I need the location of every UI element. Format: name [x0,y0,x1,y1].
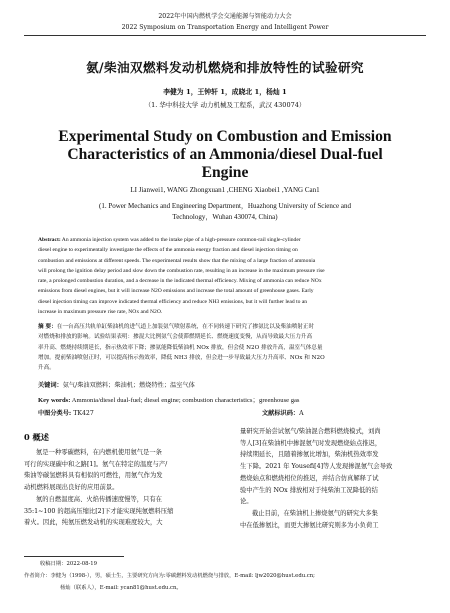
conference-header-cn: 2022年中国内燃机学会交通能源与智能动力大会 [158,13,292,20]
keywords-cn [38,380,195,389]
keywords-en-text: Ammonia/diesel dual-fuel; diesel engine; combustion characteristics；greenhouse gas [71,397,300,404]
english-title-line-3: Engine [201,164,249,181]
keywords-cn-text: 氨气/柴油双燃料；柴油机；燃烧特性；温室气体 [62,382,195,389]
body-line: 持续期延长，且随着掺氨比增加，柴油机热效率发 [240,451,379,459]
abstract-line: increase in maximum pressure rise rate, NOx and N2O. [38,309,163,316]
body-right-column [240,426,426,531]
abstract-cn-line: 对燃烧和排放的影响。试验结果表明：掺混大比例氨气会使滞燃期延长、燃烧速度变慢，从而导致最大压力升高 [38,334,313,341]
document-code-value: A [299,410,304,417]
abstract-line: emissions from diesel engines, but it will increase N2O emissions and increase the total amount of greenhouse gases. Early [38,288,314,295]
abstract-cn-line: 增加。提前柴油喷射正时，可以提高指示热效率，降低 NH3 排放，但会进一步导致最大压力升高率、NOx 和 N2O [38,354,325,361]
english-title-line-1: Experimental Study on Combustion and Emission [58,128,392,145]
abstract-cn-line: 升高。 [38,365,55,372]
footnote-rule [24,556,124,557]
abstract-line: diesel engine to experimentally investigate the effects of the ammonia energy fraction and diesel injection timing on [38,247,298,254]
keywords-en-label: Key words: [38,397,71,404]
english-affiliation-line-1: (1. Power Mechanics and Engineering Department，Huazhong University of Science and [99,202,351,210]
chinese-abstract [38,322,413,373]
chinese-affiliation: （1. 华中科技大学 动力机械及工程系，武汉 430074） [144,101,306,109]
english-title-line-2: Characteristics of an Ammonia/diesel Dual-fuel [67,146,383,163]
body-line: 中在低掺氨比，而更大掺氨比研究则多为小负荷工 [240,521,379,529]
abstract-label: Abstract: [38,237,61,243]
header-rule [24,35,426,36]
section-heading: 0 概述 [24,432,49,442]
body-line: 燃烧始点和燃烧相位的推迟，并结合仿真解释了试 [240,474,379,482]
body-line: 生下降。2021 年 Yousefi[4]等人发现掺混氨气会导致 [240,463,393,471]
keywords-cn-label: 关键词： [38,382,63,389]
body-line: 着火。因此，纯氨压燃发动机的实现难度较大，大 [24,519,163,527]
footnote-author-info: 作者简介：李健为（1998-），男，硕士生，主要研究方向为:零碳燃料发动机燃烧与排放，E-mail: ljw2020@hust.edu.cn; [24,573,315,579]
body-line: 量研究开始尝试氨气/柴油混合燃料燃烧模式，刘尚 [240,428,381,435]
classification-value: TK427 [73,410,94,417]
english-authors: LI Jianwei1, WANG Zhongxuan1 ,CHENG Xiaobei1 ,YANG Can1 [130,186,320,194]
body-line: 验中产生的 NOx 排放相对于纯柴油工况降低的结 [240,486,378,494]
abstract-line: combustion and emissions at different speeds. The experimental results show that the mixing of a large fraction of ammonia [38,257,316,264]
footnote-received: 收稿日期：2022-08-19 [40,561,98,567]
body-line: 等人[3]在柴油机中掺混氨气时发现燃烧始点推迟， [240,439,382,447]
abstract-cn-label: 摘 要： [38,324,57,330]
body-line: 截止目前，在柴油机上掺烧氨气的研究大多集 [252,509,378,517]
abstract-cn-line: 在一台高压共轨单缸柴油机的进气道上加装氨气喷射系统，在不同转速下研究了掺氨比以及柴油喷射正时 [56,324,315,330]
body-left-column [24,447,210,529]
document-code-label: 文献标识码： [262,410,300,417]
abstract-line: An ammonia injection system was added to the intake pipe of a high-pressure common-rail single-cylinder [61,237,301,243]
classification-number [38,408,94,417]
keywords-en [38,394,300,404]
footnote-contact: 杨灿（联系人），E-mail: ycan81@hust.edu.cn。 [60,585,182,591]
body-line: 柴油等碳氢燃料具有相似的可燃性，用氨气作为发 [24,472,163,480]
body-line: 论。 [240,498,253,506]
abstract-cn-line: 率升高、燃烧持续期延长，指示热效率下降；掺氨能降低柴油机 NOx 排放，但会使 N2O 排放升高，温室气体总量 [38,344,323,351]
chinese-authors: 李健为 1，王钟轩 1，成晓北 1，杨灿 1 [163,88,287,96]
abstract-line: will prolong the ignition delay period and slow down the combustion rate, resulting in an increase in the maximum pressure rise [38,267,325,274]
body-line: 氨的自燃温度高、火焰传播速度慢等，只有在 [36,495,162,503]
chinese-title: 氨/柴油双燃料发动机燃烧和排放特性的试验研究 [86,60,364,75]
document-code [262,408,304,417]
body-line: 动机燃料展现出良好的应用前景。 [24,484,119,492]
conference-header-en: 2022 Symposium on Transportation Energy and Intelligent Power [121,24,329,31]
body-line: 可行的实现碳中和之路[1]。氨气在特定的温度与产/ [24,460,168,468]
english-affiliation-line-2: Technology，Wuhan 430074, China) [172,213,278,221]
body-line: 氨是一种零碳燃料，在内燃机使用氨气是一条 [36,449,162,456]
abstract-line: diesel injection timing can improve indicated thermal efficiency and reduce NH3 emissions, but it will further lead to an [38,298,308,305]
english-abstract [38,235,413,317]
classification-label: 中图分类号: [38,410,72,417]
abstract-line: rate, a prolonged combustion duration, and a decrease in the indicated thermal efficiency. Mixing of ammonia can reduce NOx [38,278,322,285]
body-line: 35:1~100 的超高压缩比[2]下才能实现纯氨燃料压缩 [24,507,174,515]
